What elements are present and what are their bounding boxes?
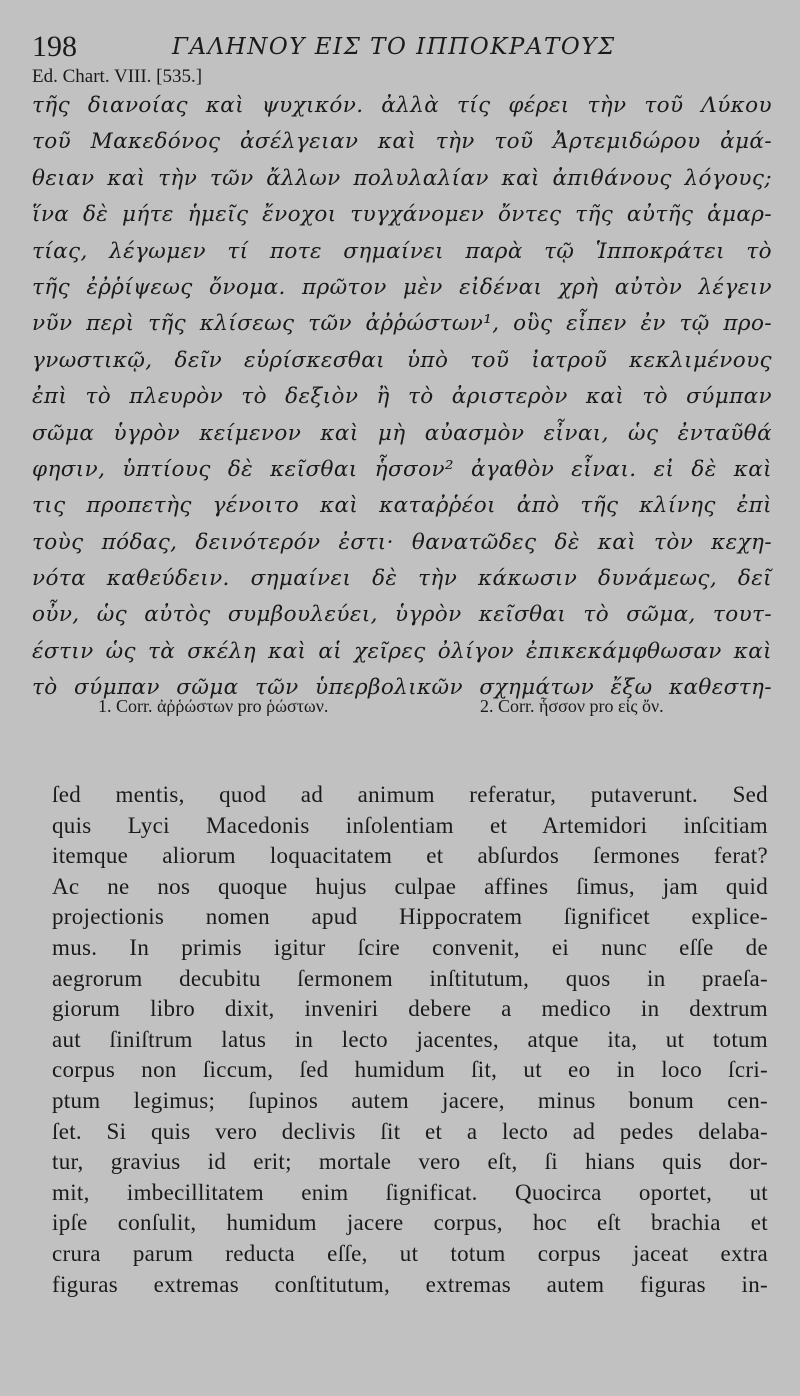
greek-text-line: οὖν, ὡς αὐτὸς συμβουλεύει, ὑγρὸν κεῖσθαι τὸ σῶμα, τουτ-: [32, 602, 772, 628]
latin-text-line: mit, imbecillitatem enim ſignificat. Quocirca oportet, ut: [52, 1179, 768, 1205]
latin-text-line: itemque aliorum loquacitatem et abſurdos ſermones ferat?: [52, 843, 768, 869]
greek-text-line: τῆς ἐῤῥίψεως ὄνομα. πρῶτον μὲν εἰδέναι χρὴ αὐτὸν λέγειν: [32, 274, 772, 300]
footnote-1: 1. Corr. ἀῤῥώστων pro ῥώστων.: [98, 696, 329, 716]
greek-text-line: τις προπετὴς γένοιτο καὶ καταῤῥέοι ἀπὸ τῆς κλίνης ἐπὶ: [32, 493, 772, 519]
greek-text-line: τίας, λέγωμεν τί ποτε σημαίνει παρὰ τῷ Ἱπποκράτει τὸ: [32, 238, 772, 264]
latin-text-line: crura parum reducta eſſe, ut totum corpus jaceat extra: [52, 1240, 768, 1266]
greek-text-line: ἵνα δὲ μήτε ἡμεῖς ἔνοχοι τυγχάνομεν ὄντες τῆς αὐτῆς ἁμαρ-: [32, 202, 772, 228]
running-title: ΓΑΛΗΝΟΥ ΕΙΣ ΤΟ ΙΠΠΟΚΡΑΤΟΥΣ: [172, 34, 616, 60]
latin-text-line: ſet. Si quis vero declivis ſit et a lecto ad pedes delaba-: [52, 1118, 768, 1144]
greek-text-line: τοὺς πόδας, δεινότερόν ἐστι· θανατῶδες δὲ καὶ τὸν κεχη-: [32, 529, 772, 555]
latin-text-line: Ac ne nos quoque hujus culpae affines ſimus, jam quid: [52, 873, 768, 899]
latin-text-line: tur, gravius id erit; mortale vero eſt, ſi hians quis dor-: [52, 1149, 768, 1175]
latin-text-line: giorum libro dixit, inveniri debere a medico in dextrum: [52, 996, 768, 1022]
edition-reference: Ed. Chart. VIII. [535.]: [32, 66, 203, 87]
latin-text-line: projectionis nomen apud Hippocratem ſignificet explice-: [52, 904, 768, 930]
latin-text-line: aegrorum decubitu ſermonem inſtitutum, quos in praeſa-: [52, 965, 768, 991]
latin-text-line: aut ſiniſtrum latus in lecto jacentes, atque ita, ut totum: [52, 1026, 768, 1052]
greek-text-line: γνωστικῷ, δεῖν εὑρίσκεσθαι ὑπὸ τοῦ ἰατροῦ κεκλιμένους: [32, 347, 772, 373]
latin-text-line: ſed mentis, quod ad animum referatur, putaverunt. Sed: [52, 782, 768, 807]
greek-text-line: τοῦ Μακεδόνος ἀσέλγειαν καὶ τὴν τοῦ Ἀρτεμιδώρου ἀμά-: [32, 129, 772, 155]
latin-text-line: mus. In primis igitur ſcire convenit, ei nunc eſſe de: [52, 934, 768, 960]
latin-text-line: ptum legimus; ſupinos autem jacere, minus bonum cen-: [52, 1087, 768, 1113]
latin-text-block: [52, 780, 768, 1300]
footnote-2: 2. Corr. ἧσσον pro εἰς ὄν.: [480, 696, 664, 716]
latin-text-line: ipſe conſulit, humidum jacere corpus, hoc eſt brachia et: [52, 1210, 768, 1236]
greek-text-line: φησιν, ὑπτίους δὲ κεῖσθαι ἧσσον² ἀγαθὸν εἶναι. εἰ δὲ καὶ: [32, 456, 772, 482]
page-number: 198: [32, 30, 77, 63]
page-header: [32, 30, 772, 64]
greek-text-line: νότα καθεύδειν. σημαίνει δὲ τὴν κάκωσιν δυνάμεως, δεῖ: [32, 566, 772, 592]
greek-text-line: νῦν περὶ τῆς κλίσεως τῶν ἀῤῥώστων¹, οὓς εἶπεν ἐν τῷ προ-: [32, 311, 772, 337]
greek-text-line: τὸ σύμπαν σῶμα τῶν ὑπερβολικῶν σχημάτων ἔξω καθεστη-: [32, 675, 772, 701]
greek-text-block: [32, 88, 772, 707]
greek-text-line: τῆς διανοίας καὶ ψυχικόν. ἀλλὰ τίς φέρει τὴν τοῦ Λύκου: [32, 93, 772, 118]
greek-text-line: έστιν ὡς τὰ σκέλη καὶ αἱ χεῖρες ὀλίγον ἐπικεκάμφθωσαν καὶ: [32, 638, 772, 664]
footnotes: [98, 696, 768, 726]
greek-text-line: θειαν καὶ τὴν τῶν ἄλλων πολυλαλίαν καὶ ἀπιθάνους λόγους;: [32, 165, 772, 191]
latin-text-line: figuras extremas conſtitutum, extremas autem figuras in-: [52, 1271, 768, 1297]
latin-text-line: quis Lyci Macedonis inſolentiam et Artemidori inſcitiam: [52, 812, 768, 838]
greek-text-line: σῶμα ὑγρὸν κείμενον καὶ μὴ αὐασμὸν εἶναι, ὡς ἐνταῦθά: [32, 420, 772, 446]
greek-text-line: ἐπὶ τὸ πλευρὸν τὸ δεξιὸν ἢ τὸ ἀριστερὸν καὶ τὸ σύμπαν: [32, 384, 772, 410]
latin-text-line: corpus non ſiccum, ſed humidum ſit, ut eo in loco ſcri-: [52, 1057, 768, 1083]
